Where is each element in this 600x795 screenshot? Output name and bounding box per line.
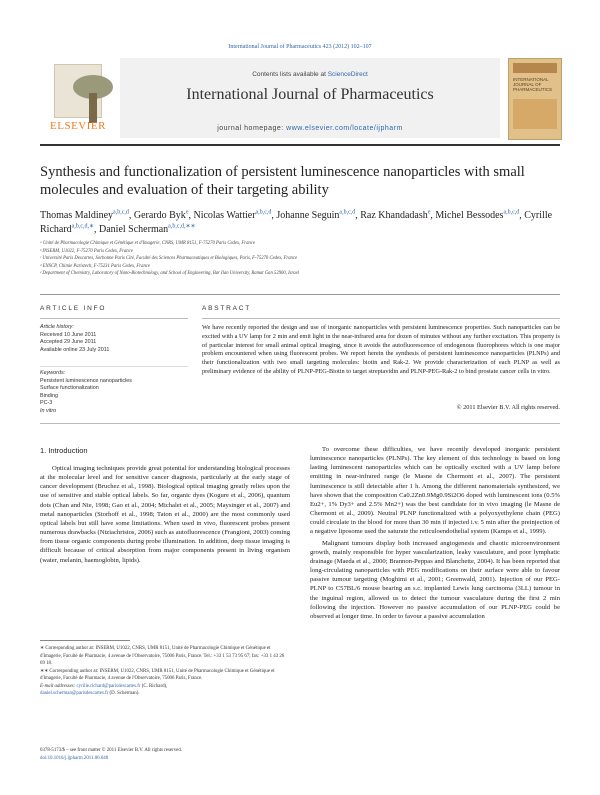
contents-line: [120, 71, 500, 78]
tree-trunk: [89, 93, 97, 123]
paragraph: Malignant tumours display both increased angiogenesis and chaotic microenvironment growth, mainly responsible for hyper vascularization, leaky vasculature, and poor lymphatic drainage (Maeda et al., 2000; Brannon-Peppas and Blanchette, 2004). It has been reported that long-circulating nanoparticles with PEG modifications on their surface were able to favour passive tumour targeting (Moghimi et al., 2001; Greenwald, 2001). Injection of our PEG-PLNP to C57BL/6 mouse bearing an s.c. implanted Lewis lung carcinoma (3LL) tumour in the inguinal region, allowed us to detect the tumour vasculature during the first 2 min following the injection. However no passive accumulation of our PLNP-PEG could be observed at longer time. In order to favour a passive accumulation: [310, 539, 560, 620]
section-rule: [40, 294, 560, 295]
keyword: Binding: [40, 392, 58, 399]
introduction-heading: 1. Introduction: [40, 446, 88, 455]
email-link[interactable]: daniel.scherman@parisdescartes.fr: [40, 691, 109, 696]
journal-banner: [40, 58, 560, 138]
keyword: Surface functionalization: [40, 385, 99, 392]
history-online: Available online 23 July 2011: [40, 346, 110, 353]
affiliation: ᶜ Université Paris Descartes, Sorbonne Paris Cité, Faculté des Sciences Pharmaceutiques et Biologiques, Paris, F-75270 Cedex, France: [40, 256, 298, 262]
keywords-rule: [40, 366, 188, 367]
cover-band: [513, 63, 557, 73]
affiliation: ᵇ INSERM, U1022, F-75270 Paris Cedex, France: [40, 248, 133, 254]
author[interactable]: Thomas Maldiney$^{a,b,c,d}$: [40, 209, 129, 221]
copyright: © 2011 Elsevier B.V. All rights reserved.: [456, 404, 560, 411]
history-label: Article history:: [40, 324, 74, 330]
elsevier-logo: [40, 58, 114, 138]
publisher-name: ELSEVIER: [50, 120, 106, 132]
history-received: Received 10 June 2011: [40, 331, 97, 338]
paragraph: To overcome these difficulties, we have recently developed inorganic persistent luminescence nanoparticles (PLNPs). The key element of this technology is based on long lasting luminescent nanoparticles which can be optically excited with a UV lamp before emitting in near-infrared range (le Masne de Chermont et al., 2007). The persistent luminescence is still detectable after 1 h. Among the different nanomaterials synthesized, we have shown that the composition Ca0.2Zn0.9Mg0.9Si2O6 doped with luminescent ions (0.5% Eu2+, 1% Dy3+ and 2.5% Mn2+) was the best candidate for in vivo imaging (le Masne de Chermont et al., 2009). Neutral PLNP functionalized with a polyoxyethylene chain (PEG) could circulate in the blood for more than 30 min if injected i.v. 5 min after the preinjection of a negative liposome used the saturate the reticuloendothelial system (Kamps et al., 1999).: [310, 446, 560, 536]
abstract-rule: [202, 318, 560, 319]
body-column-right: [310, 445, 560, 621]
affiliation: ᵈ ENSCP, Chimie Paristech, F-75231 Paris Cedex, France: [40, 263, 150, 269]
paper-title: Synthesis and functionalization of persistent luminescence nanoparticles with small molecules and evaluation of their targeting ability: [40, 164, 525, 198]
author[interactable]: Nicolas Wattier$^{a,b,c,d}$: [193, 209, 272, 221]
affiliations: [40, 240, 560, 278]
email-label: E-mail addresses:: [40, 683, 77, 689]
keyword: In vitro: [40, 407, 57, 414]
abstract-bottom-rule: [40, 423, 560, 424]
cover-image: [513, 99, 557, 129]
email-owner: (D. Scherman).: [108, 691, 140, 696]
abstract-text: We have recently reported the design and use of inorganic nanoparticles with persistent luminescence properties. Such nanoparticles can be excited with a UV lamp for 2 min and emit light in the near-infrared area for dozen of minutes without any further excitation. This property is of particular interest for small animal optical imaging, since it avoids the autofluorescence of endogenous fluorophores which is one major problem encountered when using fluorescent probes. We report herein the synthesis of persistent luminescence nanoparticles (PLNPs) and their functionalization with two small targeting molecules: biotin and Rak-2. We provide characterization of each PLNP as well as preliminary evidence of the ability of PLNP-PEG-Biotin to target streptavidin and PLNP-PEG-Rak-2 to bind prostate cancer cells in vitro.: [202, 324, 560, 375]
email-owner: (C. Richard),: [140, 683, 168, 689]
journal-cover-thumbnail: [508, 58, 562, 140]
history-accepted: Accepted 29 June 2011: [40, 339, 97, 346]
contents-prefix: Contents lists available at: [252, 71, 328, 78]
article-history: [40, 324, 188, 354]
author[interactable]: Raz Khandadash$^e$: [360, 209, 431, 221]
footnote-rule: [40, 640, 130, 641]
email-line: [40, 683, 290, 691]
keyword: Persistent luminescence nanoparticles: [40, 377, 132, 384]
author[interactable]: Cyrille Richard$^{a,b,c,d,∗}$: [40, 210, 553, 235]
cover-title: INTERNATIONAL JOURNAL OF PHARMACEUTICS: [513, 77, 553, 92]
email-line: [40, 690, 290, 698]
doi-link[interactable]: doi:10.1016/j.ijpharm.2011.06.048: [40, 755, 109, 761]
tree-icon: [54, 64, 102, 118]
author-list: Thomas Maldiney$^{a,b,c,d}$, Gerardo Byk$^e$, Nicolas Wattier$^{a,b,c,d}$, Johanne Seguin$^{a,b,c,d}$, Raz Khandadash$^e$, Michel Bessodes$^{a,b,c,d}$, Cyrille Richard$^{a,b,c,d,∗}$, Daniel Scherman$^{a,b,c,d,∗∗}$: [40, 209, 553, 235]
author[interactable]: Daniel Scherman$^{a,b,c,d,∗∗}$: [99, 223, 196, 235]
keyword: PC-3: [40, 400, 53, 407]
affiliation: ᵃ Unité de Pharmacologie Chimique et Génétique et d'Imagerie, CNRS, UMR 8151, F-75270 Paris Cedex, France: [40, 241, 255, 246]
sciencedirect-link[interactable]: ScienceDirect: [327, 71, 368, 78]
paragraph: Optical imaging techniques provide great potential for understanding biological processes at the molecular level and for sensitive cancer diagnosis, particularly at the early stage of cancer development (Bruchez et al., 1998). Biological optical imaging greatly relies upon the use of sensitive and stable optical labels. So far, organic dyes (Kogure et al., 2006), quantum dots (Chan and Nie, 1998; Gao et al., 2004; Michalet et al., 2005; Maysinger et al., 2007) and metal nanoparticles (Storhoff et al., 1998; Taton et al., 2000) are the most commonly used optical labels but still have some limitations. When used in vivo, fluorescent probes present numerous drawbacks (Ntziachristos, 2006) such as autofluorescence (Frangioni, 2003) coming from tissue organic components during probe illumination. In addition, deep tissue imaging is difficult because of critical absorption from major components present in living organism (water, melanin, haemoglobin, lipids).: [40, 465, 290, 564]
homepage-prefix: journal homepage:: [217, 125, 287, 132]
journal-title: International Journal of Pharmaceutics: [186, 86, 434, 103]
journal-reference[interactable]: International Journal of Pharmaceutics 423 (2012) 102–107: [228, 44, 372, 50]
article-info-heading: ARTICLE INFO: [40, 305, 107, 312]
journal-masthead: [120, 58, 500, 138]
article-info-rule: [40, 318, 188, 319]
homepage-link[interactable]: www.elsevier.com/locate/ijpharm: [286, 125, 403, 132]
author[interactable]: Michel Bessodes$^{a,b,c,d}$: [435, 209, 520, 221]
keywords-label: Keywords:: [40, 370, 66, 376]
body-column-left: [40, 464, 290, 565]
author[interactable]: Gerardo Byk$^e$: [133, 209, 189, 221]
journal-homepage: [120, 125, 500, 132]
header-rule: [40, 144, 560, 146]
bottom-meta: [40, 747, 290, 762]
abstract-heading: ABSTRACT: [202, 305, 252, 312]
affiliation: ᵉ Department of Chemistry, Laboratory of Nano-Biotechnology, and School of Engineering, Bar Ilan University, Ramat Gan 52900, Israel: [40, 271, 300, 277]
keywords: [40, 370, 188, 416]
email-link[interactable]: cyrille.richard@parisdescartes.fr: [76, 683, 141, 689]
author[interactable]: Johanne Seguin$^{a,b,c,d}$: [276, 209, 356, 221]
footnotes: [40, 645, 290, 698]
issn-line: 0378-5173/$ – see front matter © 2011 Elsevier B.V. All rights reserved.: [40, 748, 182, 753]
footnote: ∗∗ Corresponding author at: INSERM, U1022, CNRS, UMR 8151, Unité de Pharmacologie Chimique et Génétique et d'Imagerie, Faculté de Pharmacie, 4 avenue de l'Observatoire, 75006 Paris, France.: [40, 668, 275, 681]
footnote: ∗ Corresponding author at: INSERM, U1022, CNRS, UMR 8151, Unité de Pharmacologie Chimique et Génétique et d'Imagerie, Faculté de Pharmacie, 4 avenue de l'Observatoire, 75006 Paris, France. Tel.: +33 1 53 73 95 67; fax: +33 1 43 26 69 18.: [40, 646, 285, 666]
